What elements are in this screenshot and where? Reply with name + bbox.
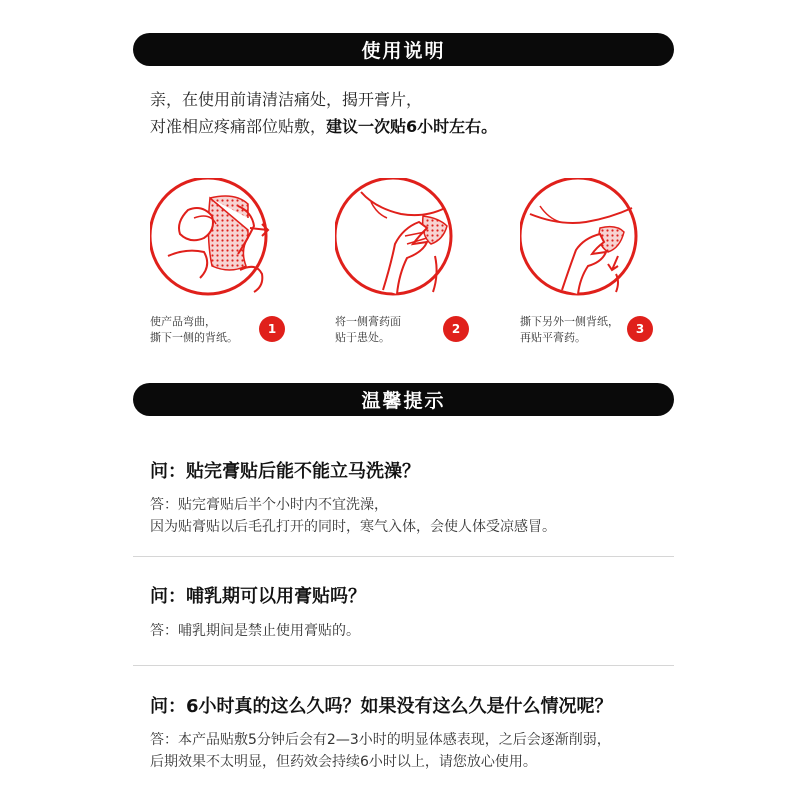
step-1-caption-line-1: 使产品弯曲， (150, 315, 216, 328)
qa-1-answer-line-1: 答：贴完膏贴后半个小时内不宜洗澡， (150, 497, 388, 513)
usage-instructions-banner (133, 33, 674, 66)
usage-intro (150, 86, 497, 140)
qa-1-question: 问：贴完膏贴后能不能立马洗澡？ (150, 461, 420, 482)
qa-divider-1 (133, 556, 674, 557)
qa-3-answer (150, 729, 611, 773)
step-1-caption (150, 314, 262, 346)
step-1-number-badge: 1 (259, 316, 285, 342)
step-2-caption (335, 314, 447, 346)
step-1-illustration-icon (150, 178, 350, 318)
intro-line-2-emphasis: 建议一次贴6小时左右。 (326, 117, 498, 136)
step-3-caption (520, 314, 630, 346)
warm-tips-title: 温馨提示 (361, 390, 446, 412)
usage-instructions-title: 使用说明 (361, 40, 446, 62)
qa-3-question: 问：6小时真的这么久吗？如果没有这么久是什么情况呢？ (150, 696, 613, 717)
step-3-number-badge: 3 (627, 316, 653, 342)
qa-2-question: 问：哺乳期可以用膏贴吗？ (150, 586, 366, 607)
step-2-caption-line-1: 将一侧膏药面 (335, 315, 401, 328)
step-2-number-badge: 2 (443, 316, 469, 342)
qa-2-answer-line-1: 答：哺乳期间是禁止使用膏贴的。 (150, 623, 360, 639)
intro-line-2 (150, 113, 497, 140)
step-1 (150, 178, 350, 348)
qa-2-answer (150, 620, 360, 642)
qa-1-answer (150, 494, 556, 538)
qa-divider-2 (133, 665, 674, 666)
step-2 (335, 178, 535, 348)
warm-tips-banner (133, 383, 674, 416)
qa-3-answer-line-1: 答：本产品贴敷5分钟后会有2—3小时的明显体感表现，之后会逐渐削弱， (150, 732, 611, 748)
intro-line-1: 亲，在使用前请清洁痛处，揭开膏片， (150, 90, 423, 109)
step-3-caption-line-2: 再贴平膏药。 (520, 331, 586, 344)
step-3-illustration-icon (520, 178, 720, 318)
step-3 (520, 178, 720, 348)
step-2-caption-line-2: 贴于患处。 (335, 331, 390, 344)
step-3-caption-line-1: 撕下另外一侧背纸， (520, 315, 619, 328)
step-1-caption-line-2: 撕下一侧的背纸。 (150, 331, 238, 344)
qa-3-answer-line-2: 后期效果不太明显，但药效会持续6小时以上，请您放心使用。 (150, 754, 537, 770)
qa-1-answer-line-2: 因为贴膏贴以后毛孔打开的同时，寒气入体，会使人体受凉感冒。 (150, 519, 556, 535)
intro-line-2-text: 对准相应疼痛部位贴敷， (150, 117, 327, 136)
step-2-illustration-icon (335, 178, 535, 318)
